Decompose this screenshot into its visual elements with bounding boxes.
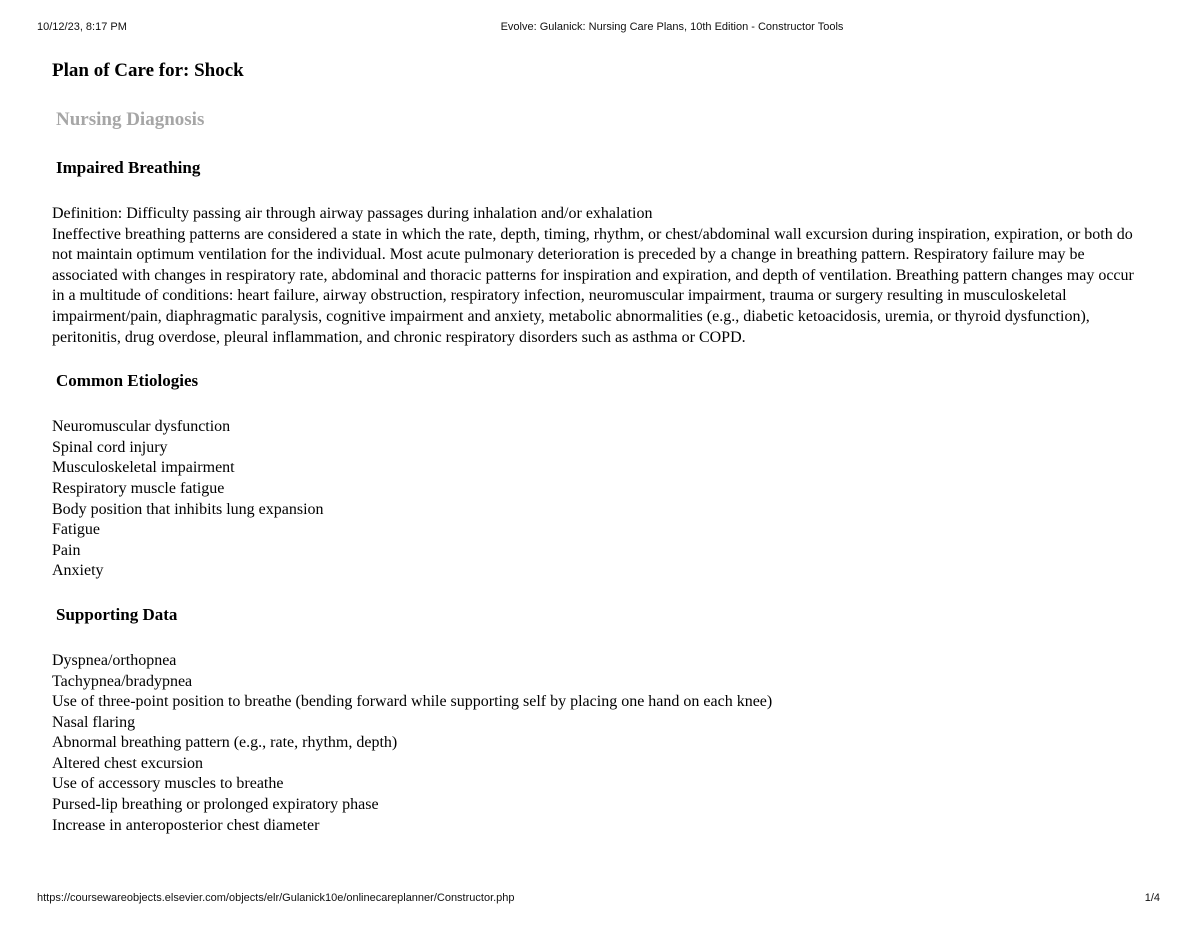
supporting-data-list [52, 651, 1142, 836]
list-item: Nasal flaring [52, 713, 136, 731]
list-item: Tachypnea/bradypnea [52, 672, 193, 690]
print-url: https://coursewareobjects.elsevier.com/objects/elr/Gulanick10e/onlinecareplanner/Constructor.php [37, 892, 515, 904]
list-item: Use of three-point position to breathe (bending forward while supporting self by placing one hand on each knee) [52, 693, 773, 711]
list-item: Musculoskeletal impairment [52, 459, 235, 477]
definition-block [52, 204, 1142, 348]
list-item: Respiratory muscle fatigue [52, 479, 225, 497]
etiologies-heading: Common Etiologies [56, 371, 199, 391]
page-number: 1/4 [1144, 892, 1160, 904]
print-header [0, 21, 1200, 37]
list-item: Increase in anteroposterior chest diameter [52, 816, 320, 834]
etiologies-list [52, 417, 1142, 582]
list-item: Fatigue [52, 521, 100, 539]
list-item: Altered chest excursion [52, 754, 204, 772]
list-item: Pursed-lip breathing or prolonged expiratory phase [52, 796, 379, 814]
page-title: Plan of Care for: Shock [52, 60, 244, 81]
list-item: Abnormal breathing pattern (e.g., rate, rhythm, depth) [52, 734, 398, 752]
nursing-diagnosis-label: Nursing Diagnosis [56, 109, 205, 130]
list-item: Pain [52, 541, 81, 559]
list-item: Spinal cord injury [52, 438, 168, 456]
care-plan-content [52, 58, 1142, 836]
print-datetime: 10/12/23, 8:17 PM [37, 21, 127, 33]
list-item: Neuromuscular dysfunction [52, 418, 231, 436]
supporting-data-heading: Supporting Data [56, 604, 178, 624]
diagnosis-heading: Impaired Breathing [56, 158, 201, 177]
list-item: Body position that inhibits lung expansion [52, 500, 324, 518]
list-item: Use of accessory muscles to breathe [52, 775, 284, 793]
list-item: Anxiety [52, 562, 104, 580]
list-item: Dyspnea/orthopnea [52, 651, 177, 669]
print-page-title: Evolve: Gulanick: Nursing Care Plans, 10th Edition - Constructor Tools [500, 21, 844, 33]
print-footer [0, 892, 1200, 908]
definition-text: Definition: Difficulty passing air through airway passages during inhalation and/or exhalation [52, 205, 653, 222]
description-text: Ineffective breathing patterns are considered a state in which the rate, depth, timing, rhythm, or chest/abdominal wall excursion during inspiration, expiration, or both do not maintain optimum ventilation for the individual. Most acute pulmonary deterioration is preceded by a change in breathing pattern. Respiratory failure may be associated with changes in respiratory rate, abdominal and thoracic patterns for inspiration and expiration, and depth of ventilation. Breathing pattern changes may occur in a multitude of conditions: heart failure, airway obstruction, respiratory infection, neuromuscular impairment, trauma or surgery resulting in musculoskeletal impairment/pain, diaphragmatic paralysis, cognitive impairment and anxiety, metabolic abnormalities (e.g., diabetic ketoacidosis, uremia, or thyroid dysfunction), peritonitis, drug overdose, pleural inflammation, and chronic respiratory disorders such as asthma or COPD. [52, 225, 1134, 346]
